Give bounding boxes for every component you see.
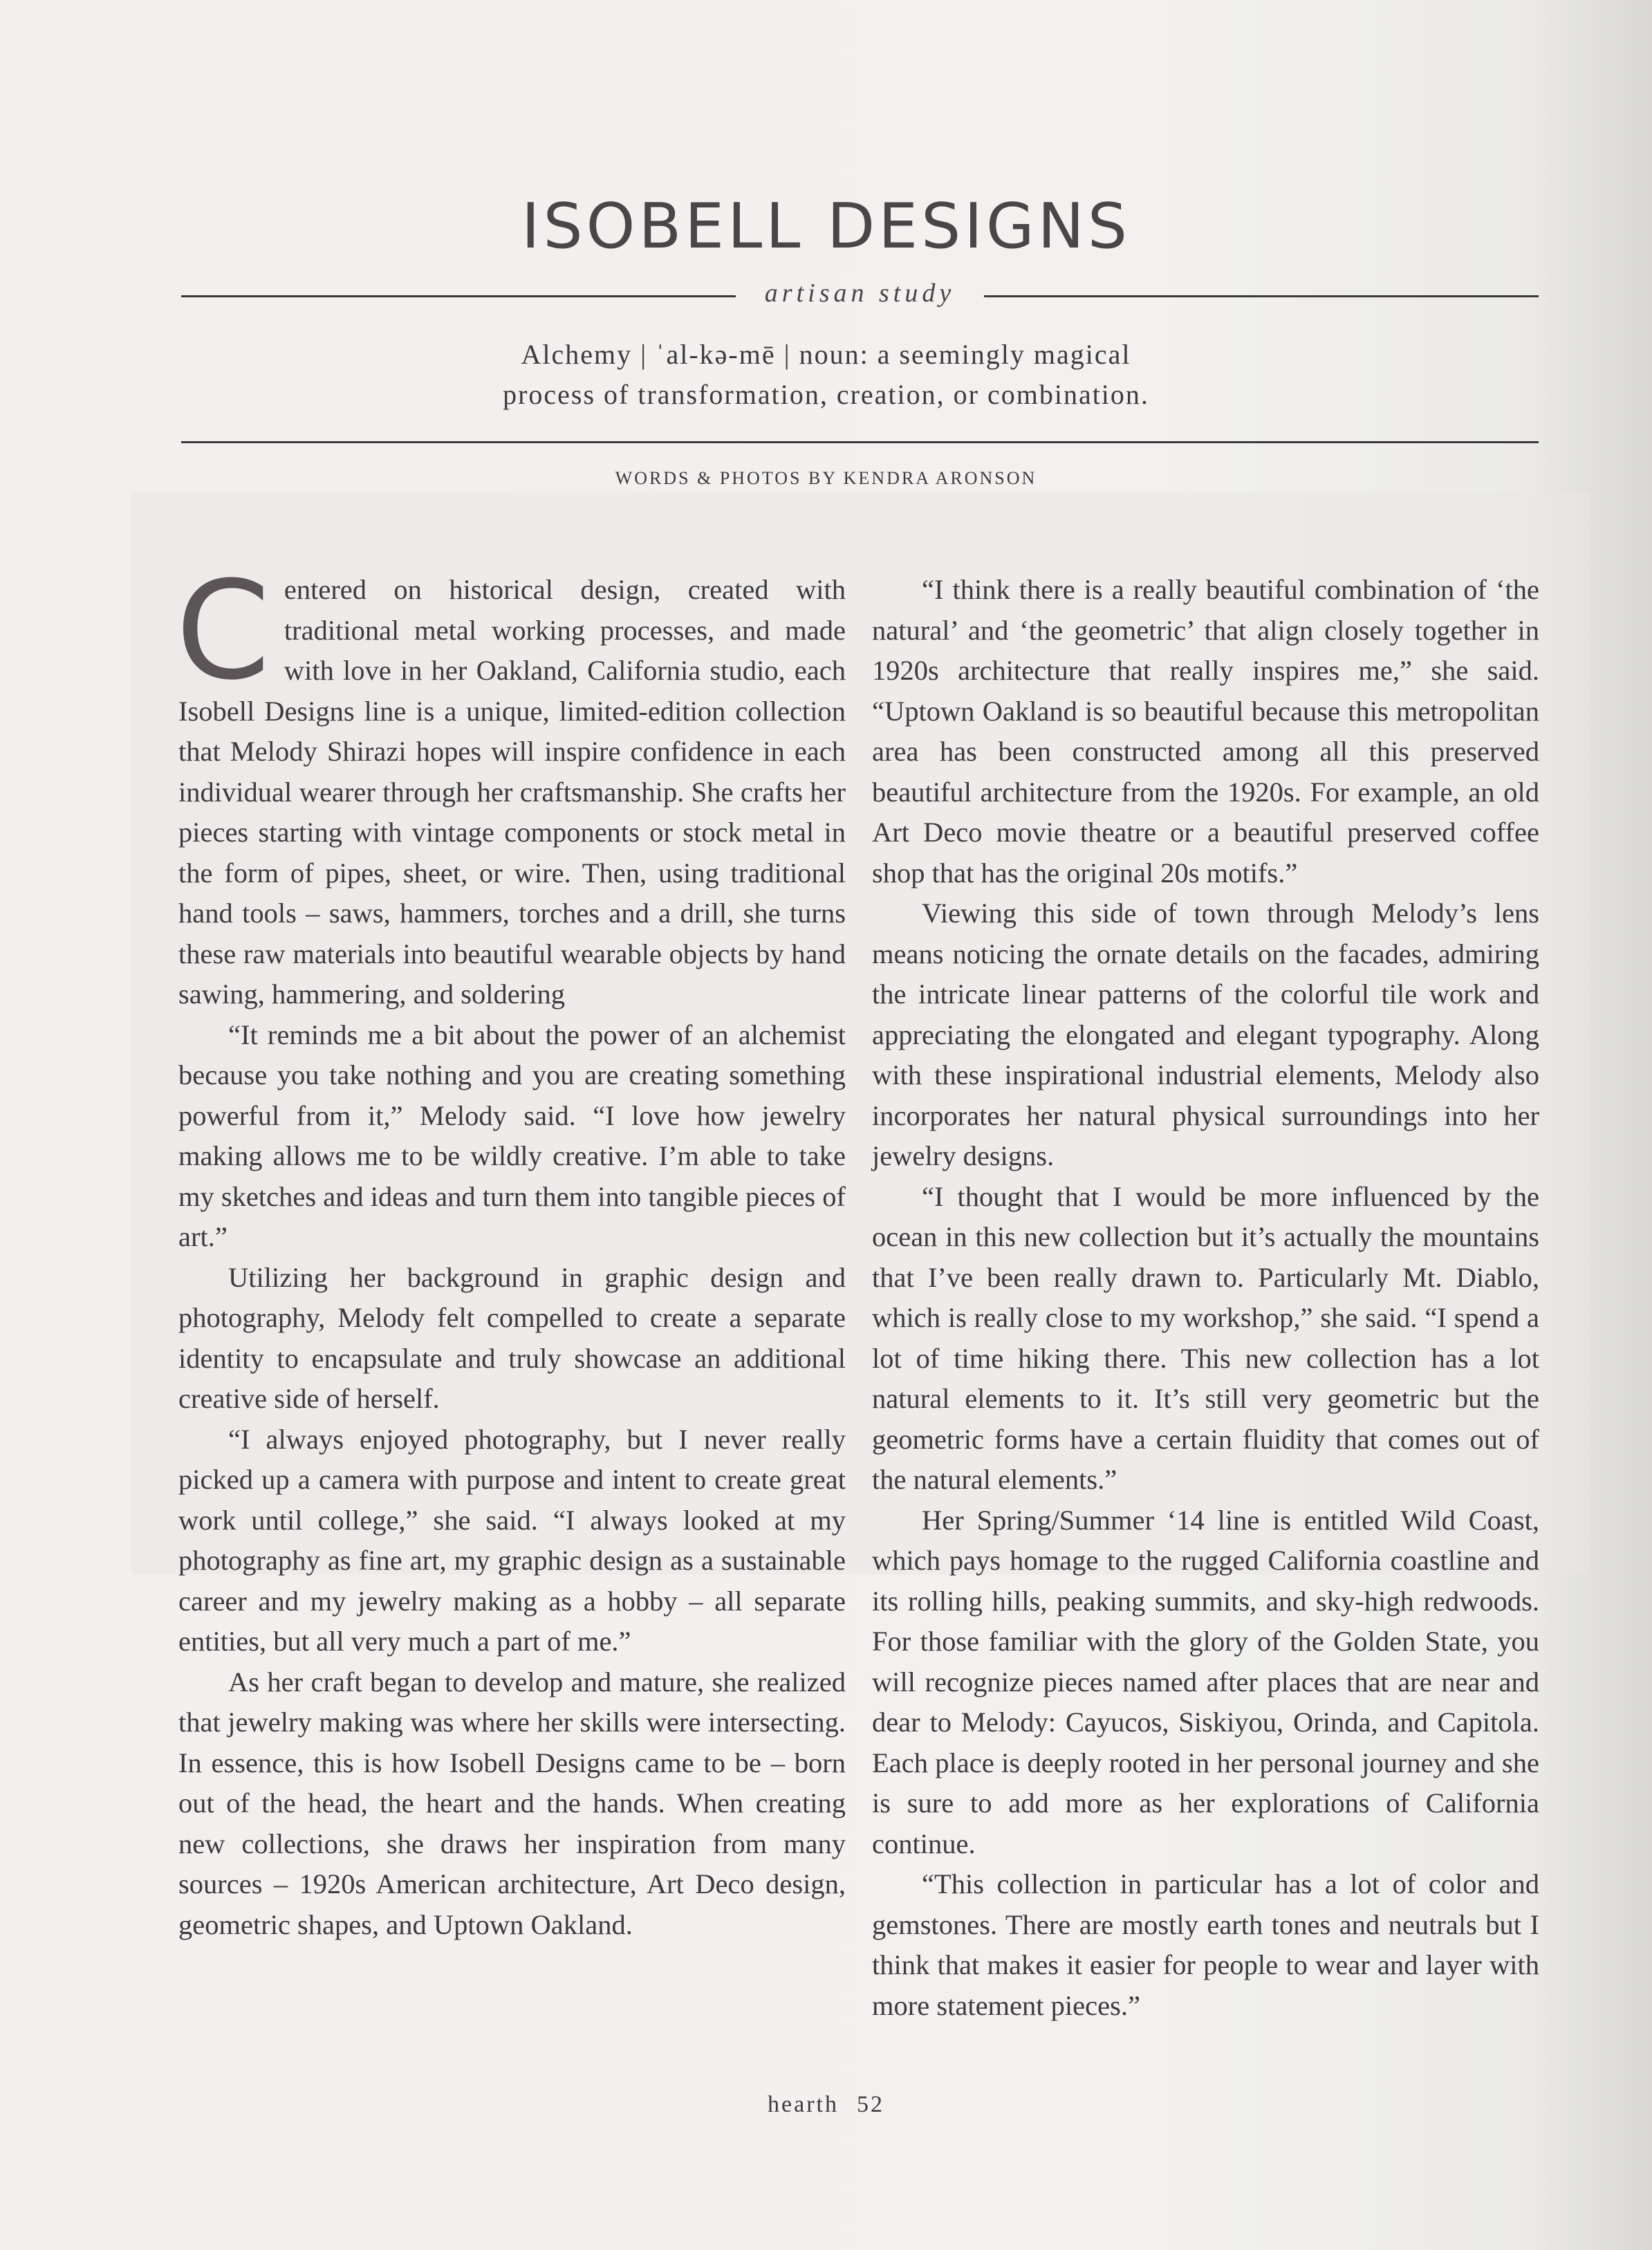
paragraph: “It reminds me a bit about the power of an alchemist because you take nothing and you are creating something powerful from it,” Melody said. “I love how jewelry making allows me to be wildly creative. I’m able to take my sketches and ideas and turn them into tangible pieces of art.” [178,1019,846,1252]
article-column-right [872,570,1539,2026]
paragraph: “I thought that I would be more influenced by the ocean in this new collection but it’s actually the mountains that I’ve been really drawn to. Particularly Mt. Diablo, which is really close to my workshop,” she said. “I spend a lot of time hiking there. This new collection has a lot natural elements to it. It’s still very geometric but the geometric forms have a certain fluidity that comes out of the natural elements.” [872,1180,1539,1495]
byline: WORDS & PHOTOS BY KENDRA ARONSON [615,468,1037,488]
section-divider [181,441,1539,443]
article-title: ISOBELL DESIGNS [521,190,1131,263]
article-subtitle: artisan study [764,279,956,308]
paragraph: “I think there is a really beautiful combination of ‘the natural’ and ‘the geometric’ that align closely together in 1920s architecture that really inspires me,” she said. “Uptown Oakland is so beautiful because this metropolitan area has been constructed among all this preserved beautiful architecture from the 1920s. For example, an old Art Deco movie theatre or a beautiful preserved coffee shop that has the original 20s motifs.” [872,574,1539,889]
definition-line-2: process of transformation, creation, or combination. [503,379,1149,410]
page-number: 52 [856,2092,884,2117]
publication-name: hearth [768,2092,839,2117]
subtitle-rule [181,278,1539,306]
paragraph: Her Spring/Summer ‘14 line is entitled Wild Coast, which pays homage to the rugged California coastline and its rolling hills, peaking summits, and sky-high redwoods. For those familiar with the glory of the Golden State, you will recognize pieces named after places that are near and dear to Melody: Cayucos, Siskiyou, Orinda, and Capitola. Each place is deeply rooted in her personal journey and she is sure to add more as her explorations of California continue. [872,1504,1539,1859]
drop-cap: C [176,552,270,710]
page-footer [0,2092,1652,2118]
definition-line-1: Alchemy | ˈal-kə-mē | noun: a seemingly magical [521,339,1131,370]
paragraph: “I always enjoyed photography, but I never really picked up a camera with purpose and intent to create great work until college,” she said. “I always looked at my photography as fine art, my graphic design as a sustainable career and my jewelry making as a hobby – all separate entities, but all very much a part of me.” [178,1423,846,1657]
article-column-left [176,552,846,1945]
definition-block [0,335,1652,415]
paragraph: “This collection in particular has a lot of color and gemstones. There are mostly earth tones and neutrals but I think that makes it easier for people to wear and layer with more statement pieces.” [872,1868,1539,2021]
rule-right-line [984,295,1539,297]
paragraph: As her craft began to develop and mature, she realized that jewelry making was where her skills were intersecting. In essence, this is how Isobell Designs came to be – born out of the head, the heart and the hands. When creating new collections, she draws her inspiration from many sources – 1920s American architecture, Art Deco design, geometric shapes, and Uptown Oakland. [178,1666,846,1940]
paragraph [176,552,846,1015]
paragraph: Utilizing her background in graphic design and photography, Melody felt compelled to create a separate identity to encapsulate and truly showcase an additional creative side of herself. [178,1261,846,1414]
paragraph: Viewing this side of town through Melody’s lens means noticing the ornate details on the facades, admiring the intricate linear patterns of the colorful tile work and appreciating the elongated and elegant typography. Along with these inspirational industrial elements, Melody also incorporates her natural physical surroundings into her jewelry designs. [872,898,1539,1171]
paragraph-text: entered on historical design, created with traditional metal working processes, and made with love in her Oakland, California studio, each Isobell Designs line is a unique, limited-edition collection that Melody Shirazi hopes will inspire confidence in each individual wearer through her craftsmanship. She crafts her pieces starting with vintage components or stock metal in the form of pipes, sheet, or wire. Then, using traditional hand tools – saws, hammers, torches and a drill, she turns these raw materials into beautiful wearable objects by hand sawing, hammering, and soldering [178,574,846,1010]
